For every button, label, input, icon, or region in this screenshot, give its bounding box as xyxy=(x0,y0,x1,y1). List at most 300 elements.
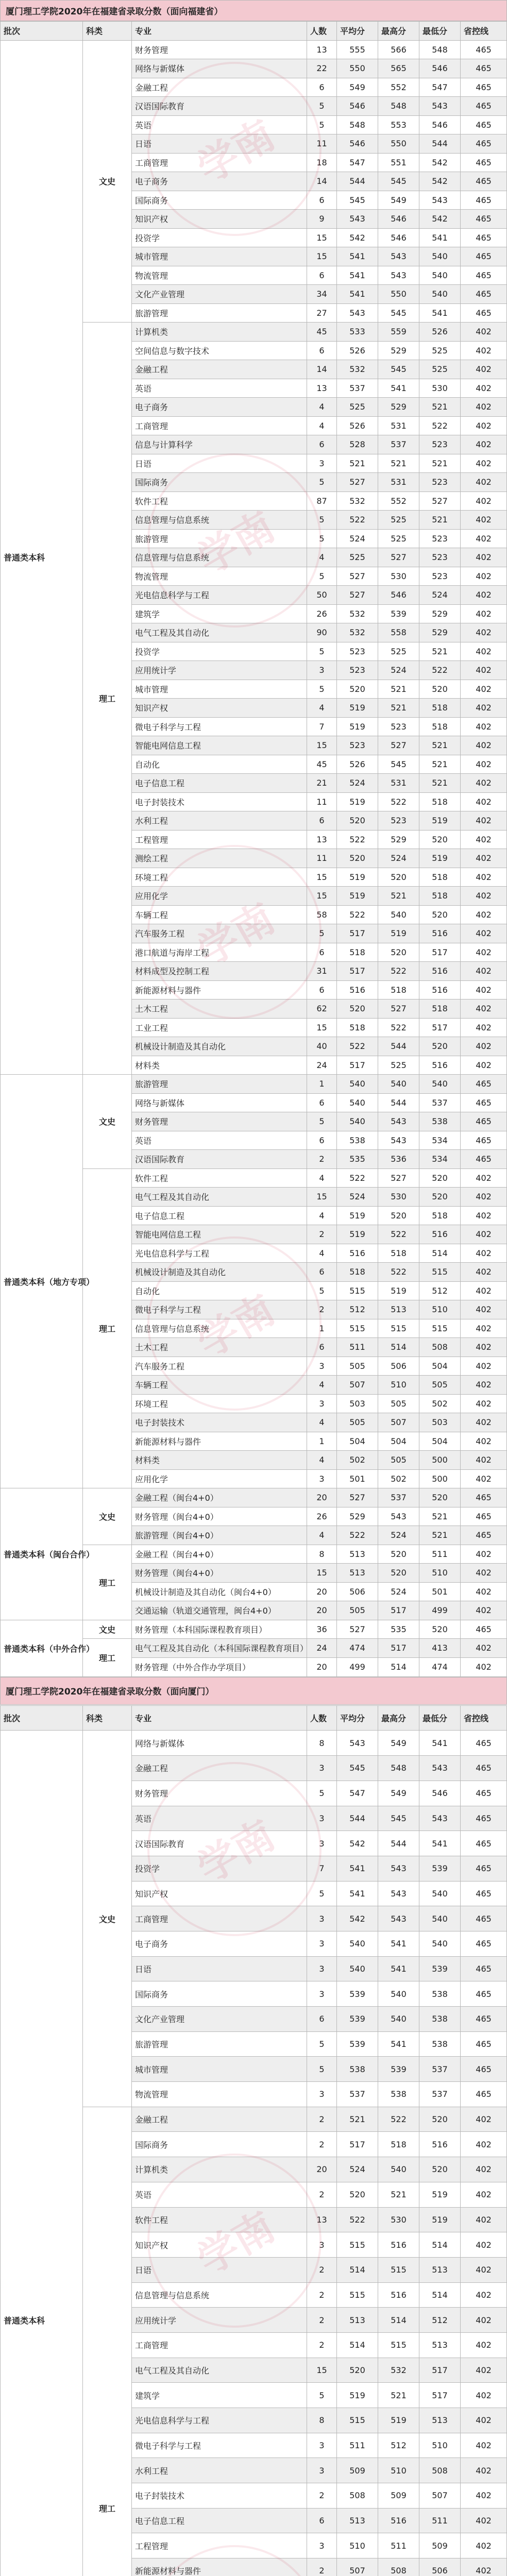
major-cell: 国际商务 xyxy=(132,2132,307,2157)
major-cell: 金融工程 xyxy=(132,2107,307,2132)
count-cell: 6 xyxy=(307,2508,337,2533)
column-header: 科类 xyxy=(83,1705,132,1731)
avg-score-cell: 535 xyxy=(337,1150,378,1169)
control-line-cell: 402 xyxy=(461,2232,507,2258)
major-cell: 城市管理 xyxy=(132,680,307,699)
min-score-cell: 548 xyxy=(419,40,461,59)
max-score-cell: 531 xyxy=(378,774,419,793)
min-score-cell: 518 xyxy=(419,868,461,887)
count-cell: 14 xyxy=(307,172,337,191)
control-line-cell: 465 xyxy=(461,1981,507,2007)
avg-score-cell: 526 xyxy=(337,341,378,360)
control-line-cell: 402 xyxy=(461,2558,507,2576)
major-cell: 信息管理与信息系统 xyxy=(132,2282,307,2308)
count-cell: 5 xyxy=(307,473,337,492)
count-cell: 5 xyxy=(307,1781,337,1806)
count-cell: 40 xyxy=(307,1037,337,1056)
avg-score-cell: 509 xyxy=(337,2458,378,2483)
major-cell: 物流管理 xyxy=(132,567,307,586)
major-cell: 知识产权 xyxy=(132,2232,307,2258)
major-cell: 工程管理 xyxy=(132,830,307,849)
avg-score-cell: 541 xyxy=(337,1856,378,1881)
avg-score-cell: 524 xyxy=(337,2157,378,2182)
min-score-cell: 504 xyxy=(419,1432,461,1451)
control-line-cell: 402 xyxy=(461,755,507,774)
batch-cell: 普通类本科 xyxy=(1,40,83,1075)
count-cell: 3 xyxy=(307,1981,337,2007)
column-header: 平均分 xyxy=(337,22,378,41)
count-cell: 5 xyxy=(307,1881,337,1906)
control-line-cell: 402 xyxy=(461,1018,507,1037)
control-line-cell: 402 xyxy=(461,1564,507,1583)
count-cell: 26 xyxy=(307,1507,337,1526)
avg-score-cell: 504 xyxy=(337,1432,378,1451)
major-cell: 知识产权 xyxy=(132,210,307,229)
max-score-cell: 543 xyxy=(378,1131,419,1150)
count-cell: 45 xyxy=(307,323,337,342)
avg-score-cell: 541 xyxy=(337,285,378,304)
major-cell: 文化产业管理 xyxy=(132,285,307,304)
avg-score-cell: 515 xyxy=(337,1281,378,1300)
avg-score-cell: 515 xyxy=(337,2232,378,2258)
control-line-cell: 402 xyxy=(461,1168,507,1188)
control-line-cell: 402 xyxy=(461,774,507,793)
max-score-cell: 527 xyxy=(378,548,419,567)
max-score-cell: 529 xyxy=(378,830,419,849)
column-header: 人数 xyxy=(307,22,337,41)
major-cell: 国际商务 xyxy=(132,473,307,492)
max-score-cell: 559 xyxy=(378,323,419,342)
major-cell: 微电子科学与工程 xyxy=(132,2433,307,2458)
major-cell: 光电信息科学与工程 xyxy=(132,2408,307,2433)
max-score-cell: 544 xyxy=(378,1093,419,1112)
min-score-cell: 520 xyxy=(419,1188,461,1207)
control-line-cell: 402 xyxy=(461,849,507,868)
min-score-cell: 519 xyxy=(419,811,461,831)
major-cell: 计算机类 xyxy=(132,2157,307,2182)
max-score-cell: 522 xyxy=(378,1018,419,1037)
min-score-cell: 524 xyxy=(419,586,461,605)
avg-score-cell: 540 xyxy=(337,1075,378,1094)
control-line-cell: 402 xyxy=(461,623,507,642)
min-score-cell: 540 xyxy=(419,1075,461,1094)
avg-score-cell: 527 xyxy=(337,1488,378,1507)
max-score-cell: 543 xyxy=(378,1856,419,1881)
count-cell: 3 xyxy=(307,1956,337,1981)
column-header: 省控线 xyxy=(461,22,507,41)
count-cell: 15 xyxy=(307,2358,337,2383)
count-cell: 2 xyxy=(307,2332,337,2358)
count-cell: 5 xyxy=(307,642,337,661)
major-cell: 财务管理 xyxy=(132,1781,307,1806)
max-score-cell: 512 xyxy=(378,2433,419,2458)
count-cell: 15 xyxy=(307,1018,337,1037)
major-cell: 材料类 xyxy=(132,1056,307,1075)
control-line-cell: 402 xyxy=(461,435,507,454)
avg-score-cell: 539 xyxy=(337,2007,378,2032)
max-score-cell: 521 xyxy=(378,887,419,906)
control-line-cell: 402 xyxy=(461,2358,507,2383)
max-score-cell: 516 xyxy=(378,2508,419,2533)
count-cell: 7 xyxy=(307,717,337,736)
control-line-cell: 402 xyxy=(461,830,507,849)
control-line-cell: 402 xyxy=(461,2257,507,2282)
avg-score-cell: 526 xyxy=(337,416,378,435)
major-cell: 软件工程 xyxy=(132,492,307,511)
watermark-seal: 学南 xyxy=(147,453,322,628)
avg-score-cell: 519 xyxy=(337,2383,378,2408)
min-score-cell: 520 xyxy=(419,680,461,699)
control-line-cell: 465 xyxy=(461,2031,507,2057)
column-header: 平均分 xyxy=(337,1705,378,1731)
max-score-cell: 538 xyxy=(378,2082,419,2107)
major-cell: 日语 xyxy=(132,454,307,473)
major-cell: 网络与新媒体 xyxy=(132,1093,307,1112)
max-score-cell: 532 xyxy=(378,2358,419,2383)
count-cell: 26 xyxy=(307,604,337,623)
min-score-cell: 523 xyxy=(419,548,461,567)
batch-cell: 普通类本科 xyxy=(1,1731,83,2576)
count-cell: 1 xyxy=(307,1075,337,1094)
count-cell: 1 xyxy=(307,1432,337,1451)
max-score-cell: 525 xyxy=(378,642,419,661)
count-cell: 6 xyxy=(307,266,337,285)
min-score-cell: 511 xyxy=(419,1545,461,1564)
control-line-cell: 402 xyxy=(461,1376,507,1395)
major-cell: 日语 xyxy=(132,1956,307,1981)
column-header: 科类 xyxy=(83,22,132,41)
major-cell: 金融工程（闽台4+0） xyxy=(132,1488,307,1507)
avg-score-cell: 532 xyxy=(337,623,378,642)
major-cell: 工商管理 xyxy=(132,1906,307,1931)
min-score-cell: 515 xyxy=(419,1263,461,1282)
major-cell: 电子商务 xyxy=(132,398,307,417)
min-score-cell: 542 xyxy=(419,210,461,229)
avg-score-cell: 522 xyxy=(337,830,378,849)
major-cell: 新能源材料与器件 xyxy=(132,980,307,999)
max-score-cell: 522 xyxy=(378,1263,419,1282)
avg-score-cell: 540 xyxy=(337,1093,378,1112)
max-score-cell: 511 xyxy=(378,2533,419,2558)
count-cell: 8 xyxy=(307,2408,337,2433)
major-cell: 微电子科学与工程 xyxy=(132,1300,307,1319)
count-cell: 4 xyxy=(307,1244,337,1263)
max-score-cell: 506 xyxy=(378,1357,419,1376)
max-score-cell: 516 xyxy=(378,2282,419,2308)
min-score-cell: 523 xyxy=(419,435,461,454)
count-cell: 24 xyxy=(307,1639,337,1658)
control-line-cell: 402 xyxy=(461,492,507,511)
major-cell: 智能电网信息工程 xyxy=(132,1225,307,1244)
table-row xyxy=(1,1620,507,1639)
count-cell: 4 xyxy=(307,416,337,435)
max-score-cell: 530 xyxy=(378,567,419,586)
min-score-cell: 505 xyxy=(419,1376,461,1395)
max-score-cell: 551 xyxy=(378,153,419,172)
major-cell: 金融工程 xyxy=(132,360,307,379)
major-cell: 电气工程及其自动化 xyxy=(132,2358,307,2383)
min-score-cell: 541 xyxy=(419,1831,461,1856)
major-cell: 网络与新媒体 xyxy=(132,59,307,78)
avg-score-cell: 532 xyxy=(337,604,378,623)
control-line-cell: 402 xyxy=(461,1056,507,1075)
avg-score-cell: 539 xyxy=(337,2031,378,2057)
major-cell: 环境工程 xyxy=(132,1394,307,1413)
major-cell: 知识产权 xyxy=(132,1881,307,1906)
min-score-cell: 516 xyxy=(419,1225,461,1244)
major-cell: 英语 xyxy=(132,115,307,134)
min-score-cell: 538 xyxy=(419,1112,461,1131)
control-line-cell: 402 xyxy=(461,1244,507,1263)
min-score-cell: 518 xyxy=(419,792,461,811)
major-cell: 财务管理 xyxy=(132,40,307,59)
count-cell: 6 xyxy=(307,78,337,97)
major-cell: 英语 xyxy=(132,2182,307,2207)
count-cell: 2 xyxy=(307,2132,337,2157)
count-cell: 3 xyxy=(307,1394,337,1413)
avg-score-cell: 505 xyxy=(337,1357,378,1376)
control-line-cell: 402 xyxy=(461,529,507,548)
min-score-cell: 500 xyxy=(419,1451,461,1470)
avg-score-cell: 550 xyxy=(337,59,378,78)
min-score-cell: 520 xyxy=(419,1037,461,1056)
major-cell: 电子商务 xyxy=(132,1931,307,1956)
min-score-cell: 523 xyxy=(419,473,461,492)
column-header: 人数 xyxy=(307,1705,337,1731)
avg-score-cell: 544 xyxy=(337,172,378,191)
control-line-cell: 402 xyxy=(461,924,507,943)
min-score-cell: 502 xyxy=(419,1394,461,1413)
count-cell: 5 xyxy=(307,1112,337,1131)
max-score-cell: 524 xyxy=(378,849,419,868)
max-score-cell: 517 xyxy=(378,1601,419,1620)
major-cell: 空间信息与数字技术 xyxy=(132,341,307,360)
control-line-cell: 465 xyxy=(461,1620,507,1639)
avg-score-cell: 474 xyxy=(337,1639,378,1658)
count-cell: 5 xyxy=(307,529,337,548)
admission-table-xiamen xyxy=(0,1677,506,2576)
control-line-cell: 402 xyxy=(461,416,507,435)
control-line-cell: 465 xyxy=(461,172,507,191)
column-header: 最低分 xyxy=(419,1705,461,1731)
count-cell: 4 xyxy=(307,1376,337,1395)
count-cell: 4 xyxy=(307,1451,337,1470)
control-line-cell: 465 xyxy=(461,1488,507,1507)
min-score-cell: 539 xyxy=(419,1856,461,1881)
max-score-cell: 540 xyxy=(378,905,419,924)
max-score-cell: 520 xyxy=(378,1545,419,1564)
avg-score-cell: 524 xyxy=(337,1188,378,1207)
max-score-cell: 514 xyxy=(378,2308,419,2333)
min-score-cell: 503 xyxy=(419,1413,461,1432)
avg-score-cell: 518 xyxy=(337,1018,378,1037)
control-line-cell: 402 xyxy=(461,2207,507,2232)
min-score-cell: 521 xyxy=(419,1526,461,1545)
major-cell: 投资学 xyxy=(132,642,307,661)
max-score-cell: 520 xyxy=(378,1206,419,1225)
max-score-cell: 507 xyxy=(378,1413,419,1432)
min-score-cell: 518 xyxy=(419,1206,461,1225)
count-cell: 14 xyxy=(307,360,337,379)
major-cell: 汽车服务工程 xyxy=(132,924,307,943)
max-score-cell: 519 xyxy=(378,924,419,943)
count-cell: 50 xyxy=(307,586,337,605)
control-line-cell: 465 xyxy=(461,1781,507,1806)
control-line-cell: 402 xyxy=(461,943,507,962)
max-score-cell: 521 xyxy=(378,2182,419,2207)
avg-score-cell: 517 xyxy=(337,924,378,943)
avg-score-cell: 520 xyxy=(337,2182,378,2207)
count-cell: 3 xyxy=(307,1469,337,1488)
min-score-cell: 530 xyxy=(419,379,461,398)
max-score-cell: 540 xyxy=(378,1981,419,2007)
control-line-cell: 465 xyxy=(461,1526,507,1545)
major-cell: 信息管理与信息系统 xyxy=(132,1319,307,1338)
min-score-cell: 537 xyxy=(419,2082,461,2107)
major-cell: 城市管理 xyxy=(132,2057,307,2082)
min-score-cell: 546 xyxy=(419,115,461,134)
avg-score-cell: 515 xyxy=(337,2408,378,2433)
min-score-cell: 514 xyxy=(419,2232,461,2258)
avg-score-cell: 522 xyxy=(337,1526,378,1545)
count-cell: 3 xyxy=(307,1357,337,1376)
min-score-cell: 521 xyxy=(419,642,461,661)
major-cell: 信息与计算科学 xyxy=(132,435,307,454)
control-line-cell: 402 xyxy=(461,661,507,680)
major-cell: 电子商务 xyxy=(132,172,307,191)
major-cell: 车辆工程 xyxy=(132,905,307,924)
avg-score-cell: 522 xyxy=(337,1037,378,1056)
major-cell: 应用统计学 xyxy=(132,2308,307,2333)
control-line-cell: 402 xyxy=(461,1225,507,1244)
count-cell: 11 xyxy=(307,792,337,811)
avg-score-cell: 546 xyxy=(337,97,378,116)
count-cell: 2 xyxy=(307,2282,337,2308)
avg-score-cell: 514 xyxy=(337,2257,378,2282)
avg-score-cell: 538 xyxy=(337,1131,378,1150)
control-line-cell: 402 xyxy=(461,1469,507,1488)
count-cell: 5 xyxy=(307,1281,337,1300)
control-line-cell: 402 xyxy=(461,2182,507,2207)
table-row xyxy=(1,40,507,59)
avg-score-cell: 545 xyxy=(337,1756,378,1781)
major-cell: 财务管理（闽台4+0） xyxy=(132,1564,307,1583)
control-line-cell: 402 xyxy=(461,792,507,811)
control-line-cell: 402 xyxy=(461,2332,507,2358)
major-cell: 应用化学 xyxy=(132,887,307,906)
count-cell: 6 xyxy=(307,1131,337,1150)
major-cell: 日语 xyxy=(132,2257,307,2282)
min-score-cell: 542 xyxy=(419,172,461,191)
count-cell: 24 xyxy=(307,1056,337,1075)
min-score-cell: 540 xyxy=(419,1931,461,1956)
max-score-cell: 549 xyxy=(378,1781,419,1806)
avg-score-cell: 541 xyxy=(337,266,378,285)
major-cell: 工商管理 xyxy=(132,2332,307,2358)
subject-type-cell: 理工 xyxy=(83,1545,132,1620)
control-line-cell: 402 xyxy=(461,2308,507,2333)
max-score-cell: 520 xyxy=(378,868,419,887)
count-cell: 13 xyxy=(307,379,337,398)
major-cell: 新能源材料与器件 xyxy=(132,2558,307,2576)
count-cell: 6 xyxy=(307,980,337,999)
avg-score-cell: 533 xyxy=(337,323,378,342)
major-cell: 机械设计制造及其自动化 xyxy=(132,1037,307,1056)
control-line-cell: 402 xyxy=(461,586,507,605)
count-cell: 8 xyxy=(307,1545,337,1564)
subject-type-cell: 文史 xyxy=(83,40,132,323)
batch-cell: 普通类本科（地方专项） xyxy=(1,1075,83,1488)
max-score-cell: 515 xyxy=(378,1319,419,1338)
avg-score-cell: 546 xyxy=(337,134,378,154)
major-cell: 测绘工程 xyxy=(132,849,307,868)
count-cell: 90 xyxy=(307,623,337,642)
avg-score-cell: 543 xyxy=(337,210,378,229)
avg-score-cell: 513 xyxy=(337,1564,378,1583)
max-score-cell: 540 xyxy=(378,2007,419,2032)
max-score-cell: 530 xyxy=(378,1188,419,1207)
min-score-cell: 525 xyxy=(419,360,461,379)
max-score-cell: 524 xyxy=(378,1582,419,1601)
count-cell: 3 xyxy=(307,454,337,473)
count-cell: 3 xyxy=(307,2533,337,2558)
major-cell: 电气工程及其自动化 xyxy=(132,623,307,642)
control-line-cell: 402 xyxy=(461,1281,507,1300)
major-cell: 材料类 xyxy=(132,1451,307,1470)
column-header: 批次 xyxy=(1,1705,83,1731)
min-score-cell: 540 xyxy=(419,266,461,285)
count-cell: 27 xyxy=(307,303,337,323)
min-score-cell: 540 xyxy=(419,1881,461,1906)
control-line-cell: 402 xyxy=(461,323,507,342)
min-score-cell: 514 xyxy=(419,1244,461,1263)
min-score-cell: 521 xyxy=(419,774,461,793)
count-cell: 6 xyxy=(307,943,337,962)
major-cell: 建筑学 xyxy=(132,2383,307,2408)
min-score-cell: 539 xyxy=(419,1956,461,1981)
avg-score-cell: 524 xyxy=(337,774,378,793)
control-line-cell: 465 xyxy=(461,1856,507,1881)
major-cell: 环境工程 xyxy=(132,868,307,887)
count-cell: 6 xyxy=(307,435,337,454)
major-cell: 信息管理与信息系统 xyxy=(132,511,307,530)
max-score-cell: 525 xyxy=(378,529,419,548)
control-line-cell: 465 xyxy=(461,2082,507,2107)
max-score-cell: 527 xyxy=(378,999,419,1019)
max-score-cell: 517 xyxy=(378,1639,419,1658)
max-score-cell: 541 xyxy=(378,2031,419,2057)
column-header: 批次 xyxy=(1,22,83,41)
min-score-cell: 514 xyxy=(419,2282,461,2308)
subject-type-cell: 文史 xyxy=(83,1488,132,1545)
control-line-cell: 402 xyxy=(461,604,507,623)
control-line-cell: 402 xyxy=(461,717,507,736)
min-score-cell: 542 xyxy=(419,153,461,172)
min-score-cell: 509 xyxy=(419,2533,461,2558)
control-line-cell: 402 xyxy=(461,1413,507,1432)
avg-score-cell: 519 xyxy=(337,699,378,718)
avg-score-cell: 507 xyxy=(337,2558,378,2576)
min-score-cell: 513 xyxy=(419,2408,461,2433)
major-cell: 汉语国际教育 xyxy=(132,1150,307,1169)
min-score-cell: 511 xyxy=(419,2508,461,2533)
major-cell: 工业工程 xyxy=(132,1018,307,1037)
min-score-cell: 510 xyxy=(419,2433,461,2458)
major-cell: 旅游管理 xyxy=(132,529,307,548)
max-score-cell: 504 xyxy=(378,1432,419,1451)
major-cell: 土木工程 xyxy=(132,1338,307,1357)
avg-score-cell: 540 xyxy=(337,1112,378,1131)
